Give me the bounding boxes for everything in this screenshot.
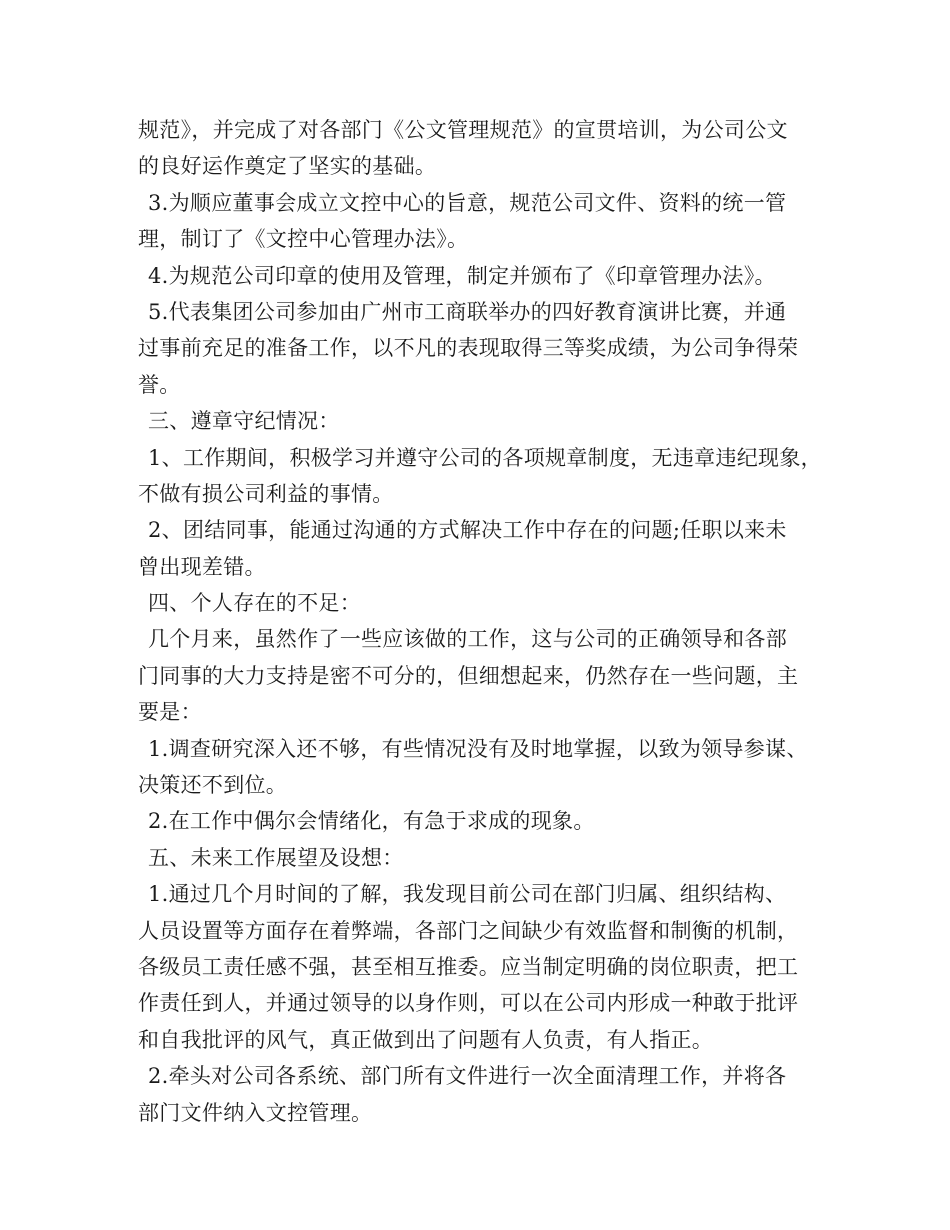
- list-item-4: 4.为规范公司印章的使用及管理，制定并颁布了《印章管理办法》。: [148, 263, 776, 288]
- text-line: 作责任到人，并通过领导的以身作则，可以在公司内形成一种敢于批评: [138, 991, 799, 1016]
- list-item-3: 3.为顺应董事会成立文控中心的旨意，规范公司文件、资料的统一管: [148, 190, 787, 215]
- text-line: 不做有损公司利益的事情。: [138, 481, 394, 506]
- text-line: 人员设置等方面存在着弊端，各部门之间缺少有效监督和制衡的机制，: [138, 918, 799, 943]
- text-line: 誉。: [138, 372, 181, 397]
- text-line: 曾出现差错。: [138, 554, 266, 579]
- list-item-2: 2.牵头对公司各系统、部门所有文件进行一次全面清理工作，并将各: [148, 1064, 787, 1089]
- text-line: 门同事的大力支持是密不可分的，但细想起来，仍然存在一些问题，主: [138, 663, 799, 688]
- list-item-5: 5.代表集团公司参加由广州市工商联举办的四好教育演讲比赛，并通: [148, 299, 787, 324]
- text-line: 理，制订了《文控中心管理办法》。: [138, 227, 469, 252]
- text-line: 过事前充足的准备工作，以不凡的表现取得三等奖成绩，为公司争得荣: [138, 336, 799, 361]
- text-line: 要是：: [138, 700, 202, 725]
- text-line: 和自我批评的风气，真正做到出了问题有人负责，有人指正。: [138, 1027, 714, 1052]
- document-body: [138, 112, 838, 1131]
- section-heading-5: 五、未来工作展望及设想：: [148, 845, 404, 870]
- text-line: 部门文件纳入文控管理。: [138, 1100, 373, 1125]
- text-line: 决策还不到位。: [138, 773, 288, 798]
- list-item-1: 1.通过几个月时间的了解，我发现目前公司在部门归属、组织结构、: [148, 882, 787, 907]
- list-item-1: 1、工作期间，积极学习并遵守公司的各项规章制度，无违章违纪现象，: [148, 445, 822, 470]
- list-item-2: 2.在工作中偶尔会情绪化，有急于求成的现象。: [148, 809, 595, 834]
- list-item-1: 1.调查研究深入还不够，有些情况没有及时地掌握，以致为领导参谋、: [148, 736, 808, 761]
- section-heading-3: 三、遵章守纪情况：: [148, 409, 340, 434]
- section-heading-4: 四、个人存在的不足：: [148, 591, 361, 616]
- text-line: 各级员工责任感不强，甚至相互推委。应当制定明确的岗位职责，把工: [138, 954, 799, 979]
- list-item-2: 2、团结同事，能通过沟通的方式解决工作中存在的问题;任职以来未: [148, 518, 787, 543]
- paragraph-start: 几个月来，虽然作了一些应该做的工作，这与公司的正确领导和各部: [148, 627, 787, 652]
- text-line: 规范》，并完成了对各部门《公文管理规范》的宣贯培训，为公司公文: [138, 118, 788, 142]
- text-line: 的良好运作奠定了坚实的基础。: [138, 154, 437, 179]
